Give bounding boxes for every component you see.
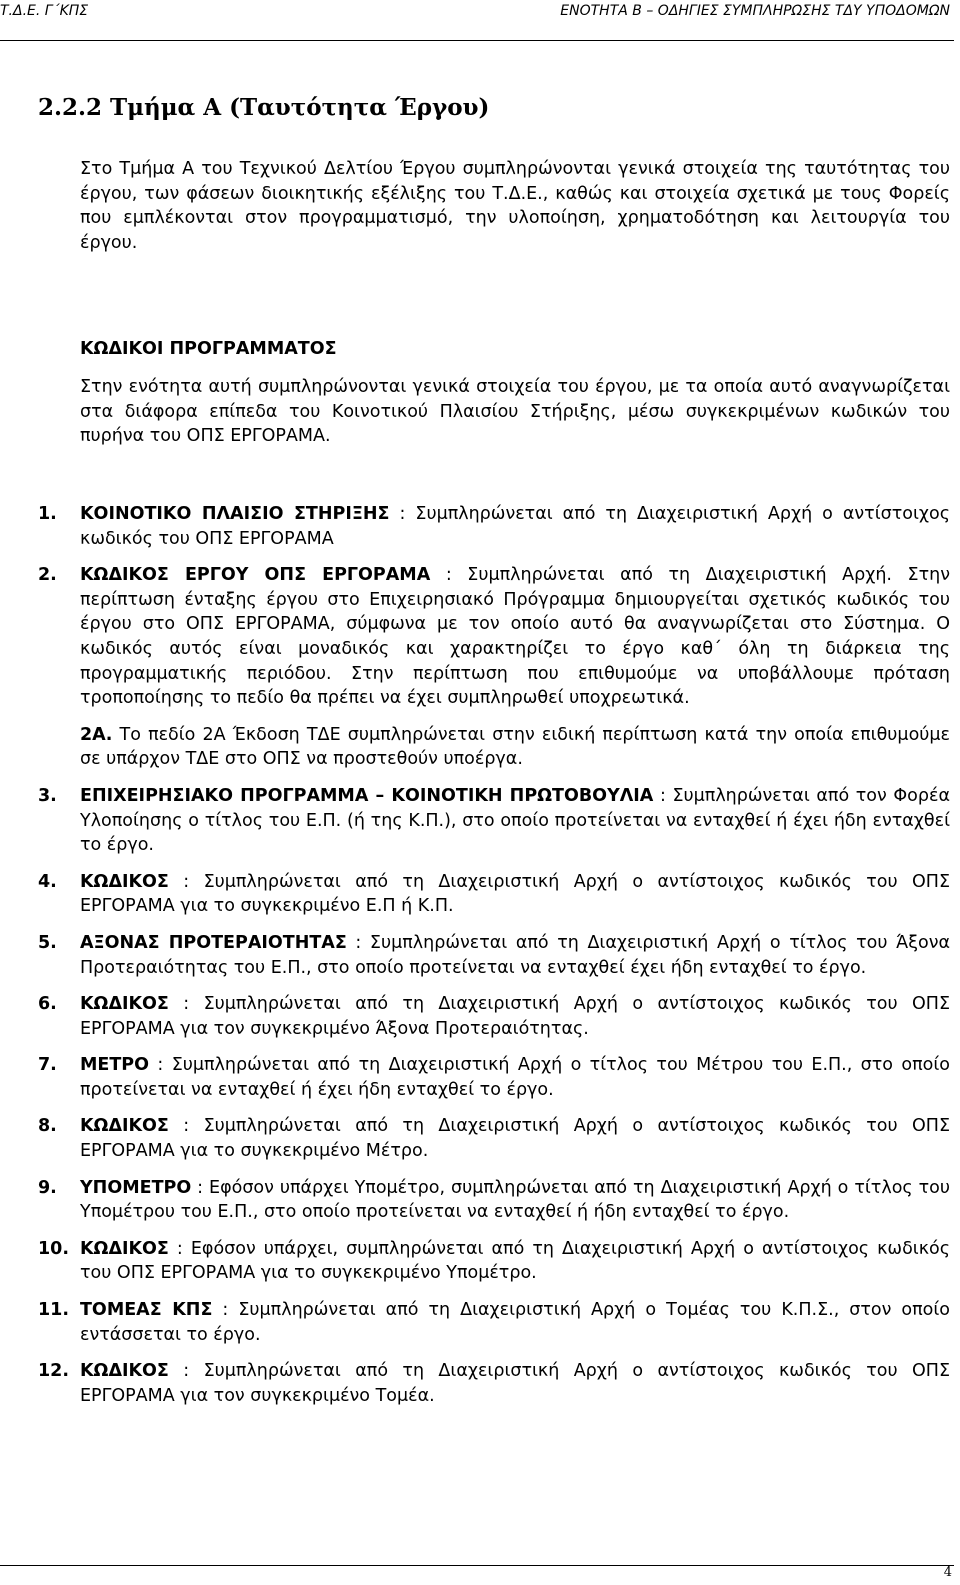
sub-item-number: 2Α. [80, 724, 113, 745]
item-term: ΚΟΙΝΟΤΙΚΟ ΠΛΑΙΣΙΟ ΣΤΗΡΙΞΗΣ [80, 504, 390, 524]
item-term: ΚΩΔΙΚΟΣ [80, 994, 169, 1015]
codes-list [38, 502, 950, 1420]
list-item [38, 784, 950, 858]
list-item [38, 1053, 950, 1102]
footer-divider [0, 1565, 954, 1566]
item-number: 11. [38, 1300, 70, 1321]
item-text: : Συμπληρώνεται από τη Διαχειριστική Αρχή ο αντίστοιχος κωδικός του ΟΠΣ ΕΡΓΟΡΑΜΑ για το συγκεκριμένο Ε.Π ή Κ.Π. [80, 871, 950, 917]
page-number: 4 [943, 1565, 952, 1580]
item-term: ΥΠΟΜΕΤΡΟ [80, 1177, 192, 1198]
item-text: : Συμπληρώνεται από τη Διαχειριστική Αρχή. Στην περίπτωση ένταξης έργου στο Επιχειρησιακό Πρόγραμμα δημιουργείται σχετικός κωδικός του έργου στο ΟΠΣ ΕΡΓΟΡΑΜΑ, σύμφωνα με τον οποίο αυτό θα αναγνωρίζεται στο Σύστημα. Ο κωδικός αυτός είναι μοναδικός και χαρακτηρίζει το έργο καθ΄ όλη τη διάρκεια της προγραμματικής περιόδου. Στην περίπτωση που επιθυμούμε να υποβάλλουμε πρόταση τροποποίησης το πεδίο θα πρέπει να έχει συμπληρωθεί υποχρεωτικά. [80, 565, 950, 709]
intro-paragraph: Στο Τμήμα Α του Τεχνικού Δελτίου Έργου συμπληρώνονται γενικά στοιχεία της ταυτότητας του έργου, των φάσεων διοικητικής εξέλιξης του Τ.Δ.Ε., καθώς και στοιχεία σχετικά με τους Φορείς που εμπλέκονται στον προγραμματισμό, την υλοποίηση, χρηματοδότηση και λειτουργία του έργου. [80, 159, 950, 253]
list-item [38, 563, 950, 772]
list-item [38, 502, 950, 551]
list-item [38, 1237, 950, 1286]
header-left: Τ.Δ.Ε. Γ΄ΚΠΣ [0, 3, 89, 19]
list-item [38, 870, 950, 919]
item-number: 12. [38, 1361, 70, 1382]
item-term: ΚΩΔΙΚΟΣ [80, 871, 169, 892]
item-term: ΜΕΤΡΟ [80, 1055, 150, 1076]
item-text: : Συμπληρώνεται από τη Διαχειριστική Αρχή ο αντίστοιχος κωδικός του ΟΠΣ ΕΡΓΟΡΑΜΑ για τον συγκεκριμένο Άξονα Προτεραιότητας. [80, 994, 950, 1039]
list-item [38, 1298, 950, 1347]
sub-item-text: Το πεδίο 2Α Έκδοση ΤΔΕ συμπληρώνεται στην ειδική περίπτωση κατά την οποία επιθυμούμε σε υπάρχον ΤΔΕ στο ΟΠΣ να προστεθούν υποέργα. [80, 724, 950, 770]
item-text: : Συμπληρώνεται από τη Διαχειριστική Αρχή ο Τομέας του Κ.Π.Σ., στον οποίο εντάσσεται το έργο. [80, 1300, 951, 1345]
item-number: 9. [38, 1177, 57, 1198]
item-number: 2. [38, 565, 57, 586]
item-number: 4. [38, 871, 57, 892]
item-term: ΚΩΔΙΚΟΣ [80, 1116, 169, 1137]
item-text: : Συμπληρώνεται από τον Φορέα Υλοποίησης ο τίτλος του Ε.Π. (ή της Κ.Π.), στο οποίο προτείνεται να ενταχθεί ή έχει ήδη ενταχθεί το έργο. [80, 785, 950, 856]
item-number: 5. [38, 932, 57, 953]
section-title: 2.2.2 Τμήμα Α (Ταυτότητα Έργου) [38, 94, 490, 121]
list-item [38, 1176, 950, 1225]
list-item [38, 992, 950, 1041]
item-text: : Συμπληρώνεται από τη Διαχειριστική Αρχή ο τίτλος του Άξονα Προτεραιότητας του Ε.Π., στο οποίο προτείνεται να ενταχθεί έχει ήδη ενταχθεί το έργο. [80, 932, 951, 978]
item-term: ΕΠΙΧΕΙΡΗΣΙΑΚΟ ΠΡΟΓΡΑΜΜΑ – ΚΟΙΝΟΤΙΚΗ ΠΡΩΤΟΒΟΥΛΙΑ [80, 785, 654, 806]
item-text: : Συμπληρώνεται από τη Διαχειριστική Αρχή ο αντίστοιχος κωδικός του ΟΠΣ ΕΡΓΟΡΑΜΑ για τον συγκεκριμένο Τομέα. [80, 1361, 950, 1406]
item-number: 3. [38, 785, 57, 806]
item-text: : Συμπληρώνεται από τη Διαχειριστική Αρχή ο αντίστοιχος κωδικός του ΟΠΣ ΕΡΓΟΡΑΜΑ για το συγκεκριμένο Μέτρο. [80, 1116, 950, 1162]
item-term: ΤΟΜΕΑΣ ΚΠΣ [80, 1300, 213, 1321]
item-text: : Συμπληρώνεται από τη Διαχειριστική Αρχή ο τίτλος του Μέτρου του Ε.Π., στο οποίο προτείνεται να ενταχθεί ή έχει ήδη ενταχθεί το έργο. [80, 1055, 950, 1100]
page-header [0, 0, 954, 41]
header-right: ΕΝΟΤΗΤΑ Β – ΟΔΗΓΙΕΣ ΣΥΜΠΛΗΡΩΣΗΣ ΤΔΥ ΥΠΟΔΟΜΩΝ [560, 3, 950, 19]
item-text: : Εφόσον υπάρχει, συμπληρώνεται από τη Διαχειριστική Αρχή ο αντίστοιχος κωδικός του ΟΠΣ ΕΡΓΟΡΑΜΑ για το συγκεκριμένο Υπομέτρο. [80, 1238, 950, 1284]
codes-heading: ΚΩΔΙΚΟΙ ΠΡΟΓΡΑΜΜΑΤΟΣ [80, 339, 337, 359]
codes-intro-paragraph: Στην ενότητα αυτή συμπληρώνονται γενικά στοιχεία του έργου, με τα οποία αυτό αναγνωρίζεται στα διάφορα επίπεδα του Κοινοτικού Πλαισίου Στήριξης, μέσω συγκεκριμένων κωδικών του πυρήνα του ΟΠΣ ΕΡΓΟΡΑΜΑ. [80, 377, 950, 447]
item-number: 6. [38, 994, 57, 1015]
item-number: 10. [38, 1238, 70, 1259]
list-item [38, 931, 950, 980]
item-term: ΑΞΟΝΑΣ ΠΡΟΤΕΡΑΙΟΤΗΤΑΣ [80, 932, 347, 953]
item-term: ΚΩΔΙΚΟΣ [80, 1361, 169, 1382]
item-term: ΚΩΔΙΚΟΣ [80, 1238, 169, 1259]
item-number: 7. [38, 1055, 57, 1076]
list-item [38, 1114, 950, 1163]
list-item [38, 1359, 950, 1408]
item-term: ΚΩΔΙΚΟΣ ΕΡΓΟΥ ΟΠΣ ΕΡΓΟΡΑΜΑ [80, 565, 431, 586]
item-number: 8. [38, 1116, 57, 1137]
item-number: 1. [38, 504, 57, 524]
item-text: : Εφόσον υπάρχει Υπομέτρο, συμπληρώνεται από τη Διαχειριστική Αρχή ο τίτλος του Υπομέτρου του Ε.Π., στο οποίο προτείνεται να ενταχθεί ή ήδη ενταχθεί το έργο. [80, 1177, 950, 1223]
sub-item [80, 723, 950, 772]
item-text: : Συμπληρώνεται από τη Διαχειριστική Αρχή ο αντίστοιχος κωδικός του ΟΠΣ ΕΡΓΟΡΑΜΑ [80, 504, 950, 549]
